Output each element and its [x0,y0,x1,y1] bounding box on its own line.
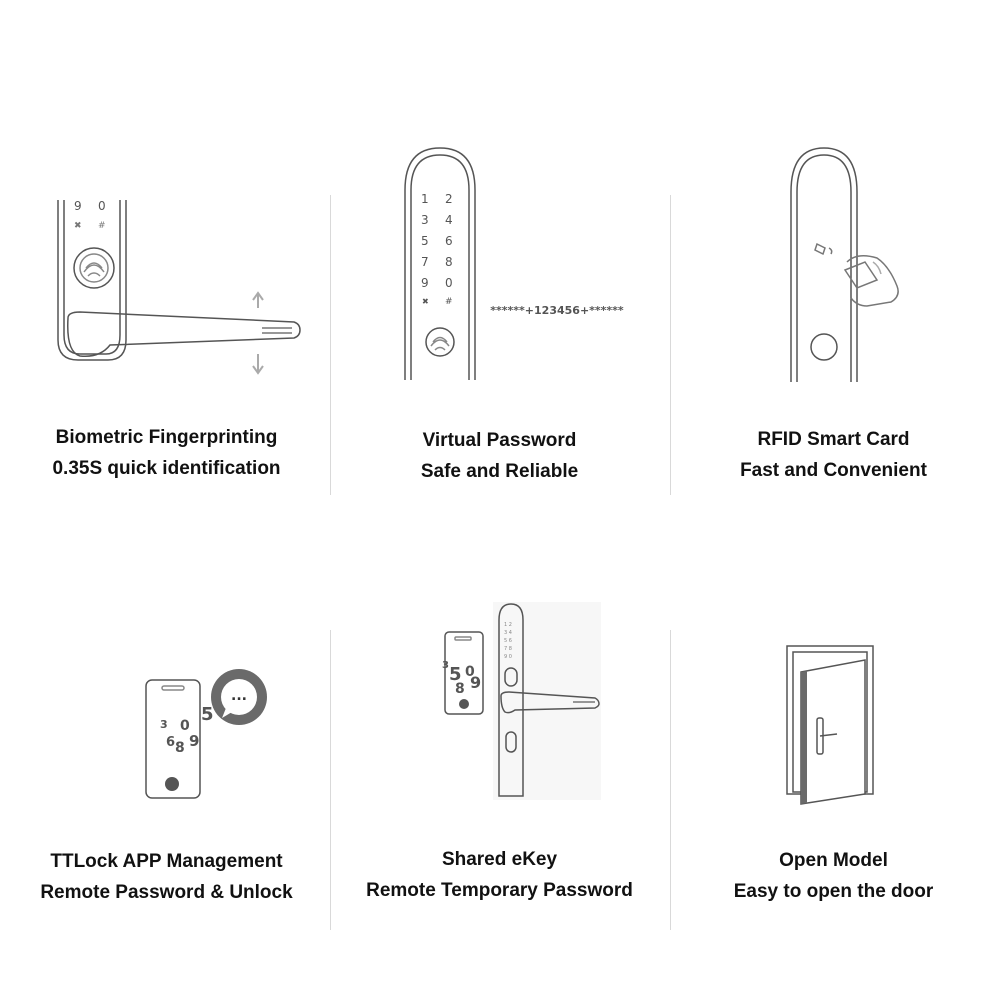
svg-text:1 2: 1 2 [504,622,512,628]
feature-title: RFID Smart Card [757,429,910,450]
ekey-digit: 5 [449,664,462,685]
keypad-key: 8 [445,255,453,269]
feature-shared-ekey [333,500,666,1000]
feature-title: Virtual Password [422,430,577,451]
app-digit: 9 [189,732,200,750]
feature-subtitle: Fast and Convenient [740,460,927,481]
keypad-key: 4 [445,213,453,227]
feature-title: Shared eKey [441,849,558,870]
feature-subtitle: Easy to open the door [733,881,934,902]
svg-text:3 4: 3 4 [504,630,512,636]
keypad-key: 1 [421,192,429,206]
feature-subtitle: Remote Temporary Password [366,880,633,901]
virtual-password-example: ******+123456+****** [490,304,624,317]
keypad-key: 9 [421,276,429,290]
feature-title: TTLock APP Management [50,851,283,872]
phone-home-button [165,777,179,791]
app-digit: 0 [180,718,190,734]
feature-caption [667,845,1000,907]
feature-subtitle: Safe and Reliable [420,461,579,482]
app-digit: 6 [166,735,176,750]
svg-text:5 6: 5 6 [504,638,512,644]
keypad-key: 3 [421,213,429,227]
feature-caption [0,846,333,908]
app-digit: 8 [175,740,185,756]
fingerprint-handle-lock-icon [0,0,333,420]
feature-subtitle: Remote Password & Unlock [40,882,293,903]
feature-virtual-password [333,0,666,500]
feature-caption [333,844,666,906]
keypad-key: 0 [445,276,453,290]
keypad-key: 7 [421,255,429,269]
feature-subtitle: 0.35S quick identification [52,458,281,479]
bubble-dots: ... [231,688,247,704]
keypad-key: ✖ [422,297,429,306]
svg-text:9 0: 9 0 [504,654,512,660]
feature-title: Biometric Fingerprinting [55,427,278,448]
door-leaf [801,660,865,804]
keypad-key: 2 [445,192,453,206]
keypad-key: 6 [445,234,453,248]
feature-ttlock-app [0,500,333,1000]
feature-open-model [667,500,1000,1000]
feature-caption [667,424,1000,486]
feature-rfid [667,0,1000,500]
keypad-lock-icon [333,0,666,420]
feature-caption [333,425,666,487]
keypad-key: 5 [421,234,429,248]
rfid-card-lock-icon [667,0,1000,420]
ekey-digit: 8 [455,681,465,697]
svg-text:7 8: 7 8 [504,646,512,652]
ekey-digit: 0 [465,664,475,680]
cell1-key: 0 [98,199,106,213]
cell1-key: 9 [74,199,82,213]
cell1-key: ✖ [74,221,82,231]
cell1-key: # [98,221,106,231]
app-digit: 5 [201,704,214,725]
app-digit: 3 [160,718,168,731]
feature-title: Open Model [779,850,888,871]
feature-caption [0,422,333,484]
feature-biometric [0,0,333,500]
phone-home-button [459,699,469,709]
ekey-digit: 3 [442,660,449,671]
keypad-key: # [445,297,453,307]
ekey-digit: 9 [470,673,482,692]
